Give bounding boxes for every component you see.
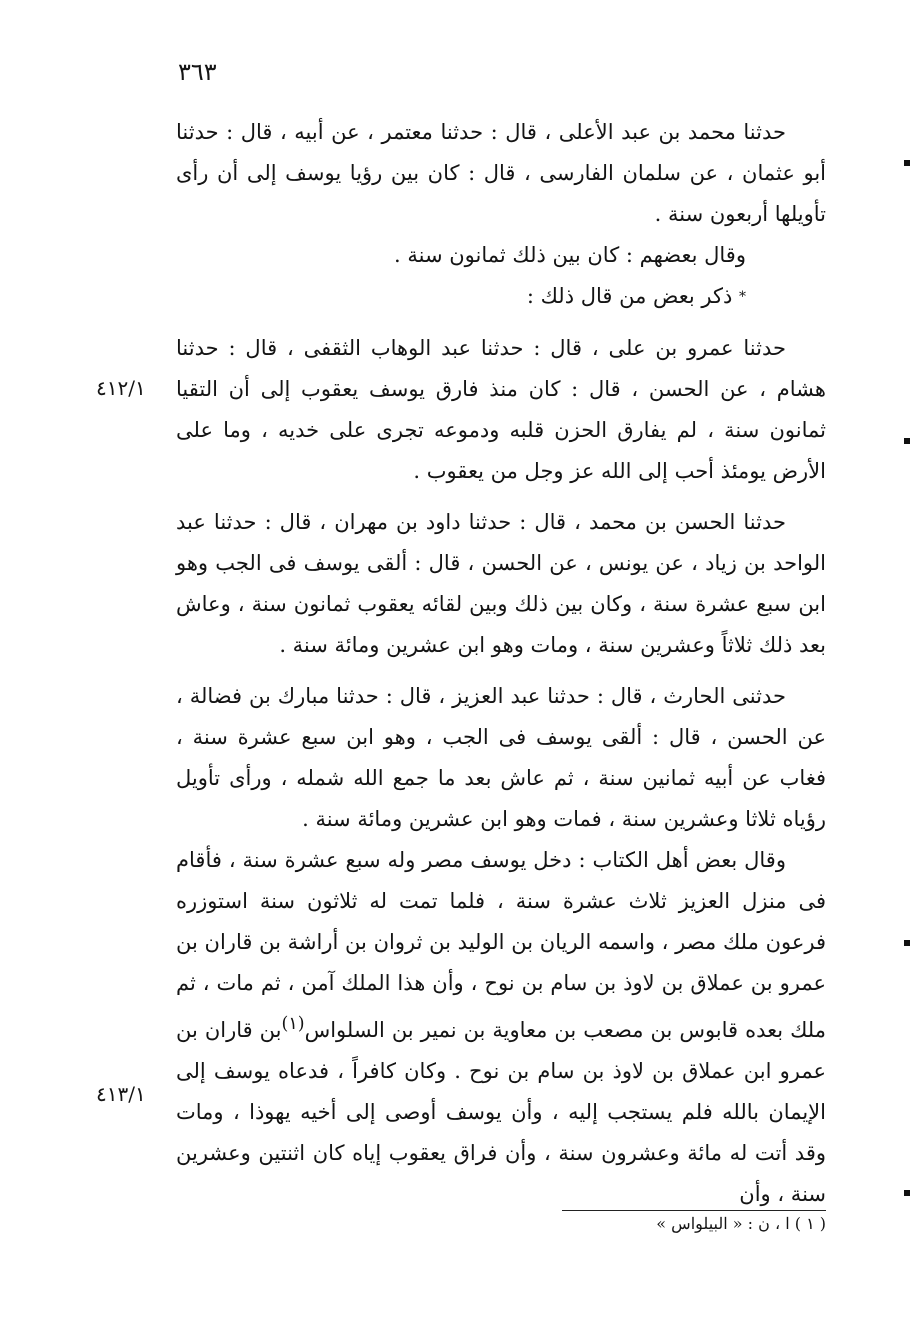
margin-ref-1: ٤١٢/١ [96, 376, 146, 400]
subhead-marker: * [739, 289, 746, 305]
subhead-text: ذكر بعض من قال ذلك : [526, 284, 733, 308]
margin-mark-2 [904, 438, 910, 444]
margin-mark-1 [904, 160, 910, 166]
paragraph-7 [176, 840, 826, 1215]
paragraph-4: حدثنا عمرو بن على ، قال : حدثنا عبد الوهاب الثقفى ، قال : حدثنا هشام ، عن الحسن ، قال : كان منذ فارق يوسف يعقوب إلى أن التقيا ثمانون سنة ، لم يفارق الحزن قلبه ودموعه تجرى على خديه ، وما على الأرض يومئذ أحب إلى الله عز وجل من يعقوب . [176, 336, 826, 483]
footnote-rule [562, 1210, 826, 1211]
page-number: ٣٦٣ [178, 58, 217, 86]
paragraph-7-cont: بن قاران بن عمرو ابن عملاق بن لاوذ بن سام بن نوح . وكان كافراً ، فدعاه يوسف إلى الإيمان بالله فلم يستجب إليه ، وأن يوسف أوصى إلى أخيه يهوذا ، ومات وقد أتت له مائة وعشرون سنة ، وأن فراق يعقوب إياه كان اثنتين وعشرين سنة ، وأن [176, 1018, 826, 1206]
margin-ref-2: ٤١٣/١ [96, 1082, 146, 1106]
main-text [176, 112, 826, 1215]
paragraph-5: حدثنا الحسن بن محمد ، قال : حدثنا داود بن مهران ، قال : حدثنا عبد الواحد بن زياد ، عن يونس ، عن الحسن ، قال : ألقى يوسف فى الجب وهو ابن سبع عشرة سنة ، وكان بين ذلك وبين لقائه يعقوب ثمانون سنة ، وعاش بعد ذلك ثلاثاً وعشرين سنة ، ومات وهو ابن عشرين ومائة سنة . [176, 510, 826, 657]
margin-mark-4 [904, 1190, 910, 1196]
margin-mark-3 [904, 940, 910, 946]
paragraph-6: حدثنى الحارث ، قال : حدثنا عبد العزيز ، قال : حدثنا مبارك بن فضالة ، عن الحسن ، قال : ألقى يوسف فى الجب ، وهو ابن سبع عشرة سنة ، فغاب عن أبيه ثمانين سنة ، ثم عاش بعد ما جمع الله شمله ، ورأى تأويل رؤياه ثلاثا وعشرين سنة ، فمات وهو ابن عشرين ومائة سنة . [176, 684, 826, 831]
footnote: ( ١ ) ا ، ن : « البيلواس » [656, 1214, 826, 1233]
paragraph-3-subhead [176, 276, 826, 318]
paragraph-2: وقال بعضهم : كان بين ذلك ثمانون سنة . [394, 243, 746, 267]
paragraph-7-text: وقال بعض أهل الكتاب : دخل يوسف مصر وله سبع عشرة سنة ، فأقام فى منزل العزيز ثلاث عشرة سنة ، فلما تمت له ثلاثون سنة استوزره فرعون ملك مصر ، واسمه الريان بن الوليد بن ثروان بن أراشة بن قاران بن عمرو بن عملاق بن لاوذ بن سام بن نوح ، وأن هذا الملك آمن ، ثم مات ، ثم ملك بعده قابوس بن مصعب بن معاوية بن نمير بن السلواس [176, 848, 826, 1042]
paragraph-1: حدثنا محمد بن عبد الأعلى ، قال : حدثنا معتمر ، عن أبيه ، قال : حدثنا أبو عثمان ، عن سلمان الفارسى ، قال : كان بين رؤيا يوسف إلى أن رأى تأويلها أربعون سنة . [176, 120, 826, 226]
footnote-marker: (١) [281, 1014, 305, 1034]
